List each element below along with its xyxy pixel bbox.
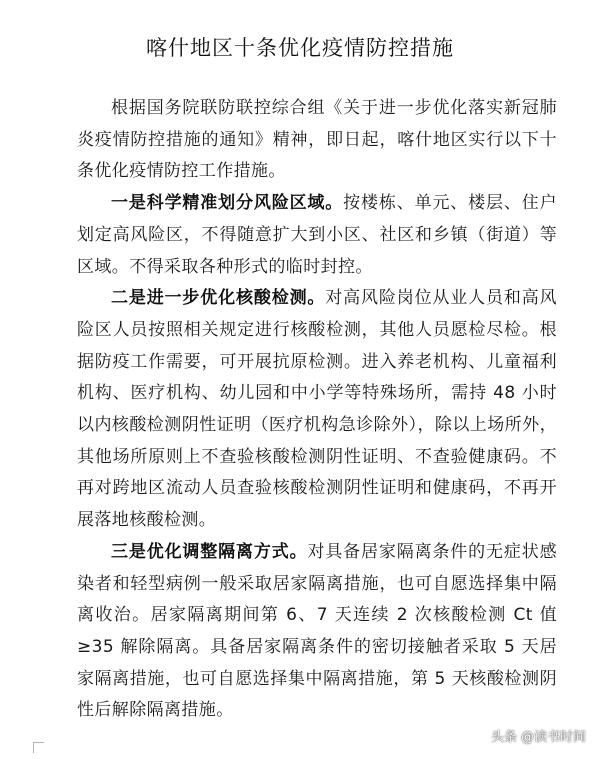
intro-paragraph (77, 93, 557, 188)
watermark-source: 头条 (490, 730, 517, 745)
document-title: 喀什地区十条优化疫情防控措施 (146, 36, 454, 60)
watermark (491, 726, 586, 745)
document-body (77, 93, 557, 727)
page-corner-mark (33, 742, 44, 753)
paragraph-heading: 二是进一步优化核酸检测。 (111, 288, 326, 309)
measure-paragraph-1 (77, 188, 557, 283)
paragraph-text: 对具备居家隔离条件的无症状感染者和轻型病例一般采取居家隔离措施，也可自愿选择集中隔离收治。居家隔离期间第 6、7 天连续 2 次核酸检测 Ct 值≥35 解除隔离。具备居家隔离条件的密切接触者采取 5 天居家隔离措施，也可自愿选择集中隔离措施，第 5 天核酸检测阴性后解除隔离措施。 (77, 541, 557, 721)
measure-paragraph-3 (77, 537, 557, 727)
measure-paragraph-2 (77, 283, 557, 537)
paragraph-text: 根据国务院联防联控综合组《关于进一步优化落实新冠肺炎疫情防控措施的通知》精神，即日起，喀什地区实行以下十条优化疫情防控工作措施。 (77, 98, 557, 182)
paragraph-heading: 三是优化调整隔离方式。 (111, 541, 308, 562)
watermark-account: @读书时间 (520, 730, 586, 745)
paragraph-text: 对高风险岗位从业人员和高风险区人员按照相关规定进行核酸检测，其他人员愿检尽检。根据防疫工作需要，可开展抗原检测。进入养老机构、儿童福利机构、医疗机构、幼儿园和中小学等特殊场所，需持 48 小时以内核酸检测阴性证明（医疗机构急诊除外），除以上场所外，其他场所原则上不查验核酸检测阴性证明、不查验健康码。不再对跨地区流动人员查验核酸检测阴性证明和健康码，不再开展落地核酸检测。 (77, 288, 557, 531)
paragraph-text: 按楼栋、单元、楼层、住户划定高风险区，不得随意扩大到小区、社区和乡镇（街道）等区域。不得采取各种形式的临时封控。 (77, 193, 557, 277)
paragraph-heading: 一是科学精准划分风险区域。 (111, 193, 344, 214)
